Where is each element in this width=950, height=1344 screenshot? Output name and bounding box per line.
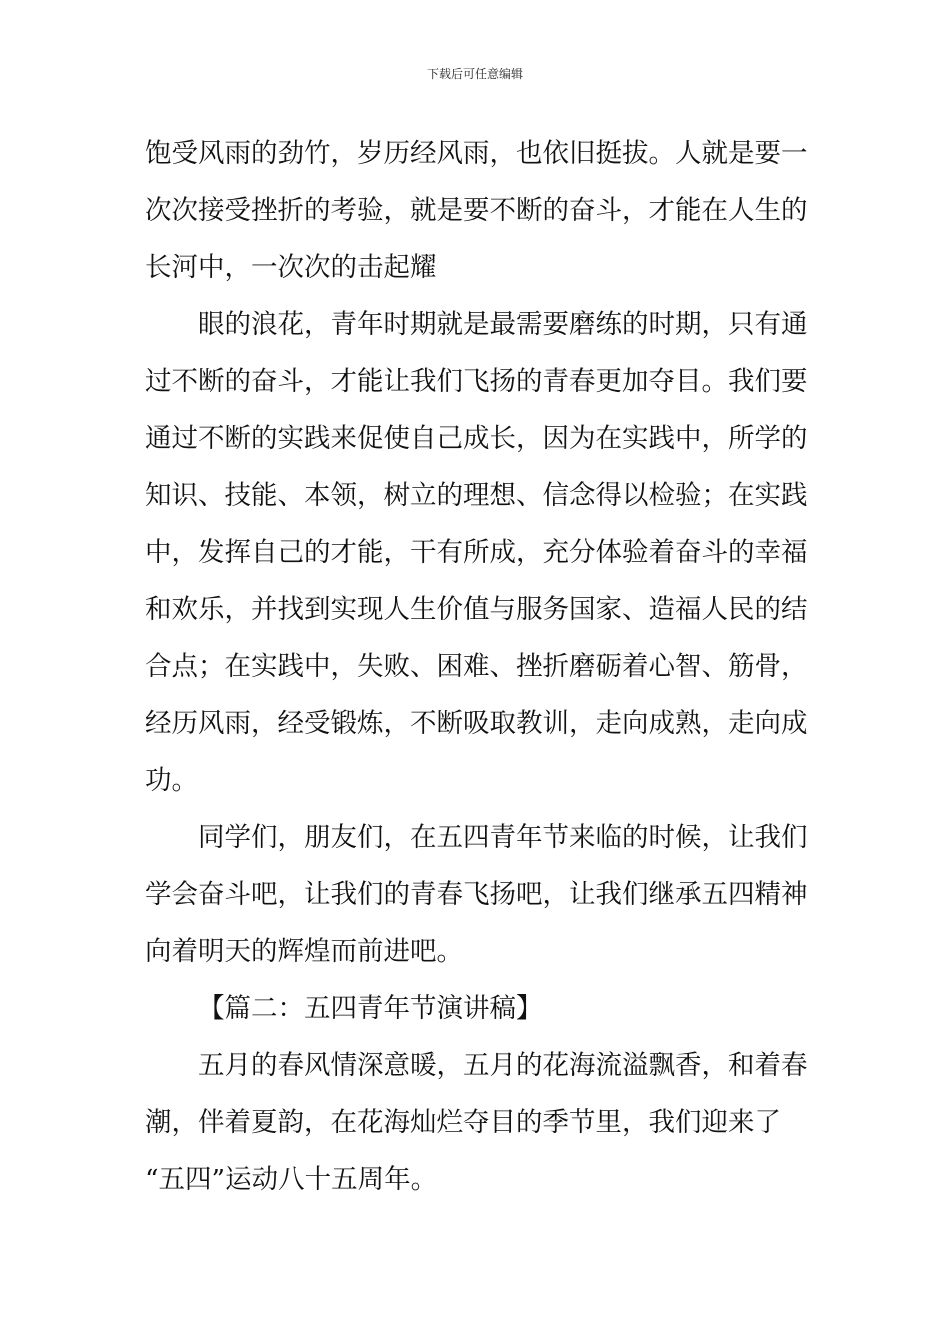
text-line: 通过不断的实践来促使自己成长，因为在实践中，所学的 [145,423,808,454]
section-heading [145,980,810,1037]
text-line: 经历风雨，经受锻炼，不断吸取教训，走向成熟，走向成 [145,708,808,739]
text-line: 次次接受挫折的考验，就是要不断的奋斗，才能在人生的 [145,195,808,226]
paragraph [145,1037,810,1208]
paragraph [145,809,810,980]
text-line: 长河中，一次次的击起耀 [145,252,437,283]
text-line: 合点；在实践中，失败、困难、挫折磨砺着心智、筋骨， [145,651,808,682]
text-line: 过不断的奋斗，才能让我们飞扬的青春更加夺目。我们要 [145,366,808,397]
header-note: 下载后可任意编辑 [426,67,523,81]
text-line: 同学们，朋友们，在五四青年节来临的时候，让我们 [198,822,808,853]
text-line: 向着明天的辉煌而前进吧。 [145,936,463,967]
text-line: 功。 [145,765,198,796]
text-line: “五四”运动八十五周年。 [145,1164,438,1195]
paragraph [145,296,810,809]
text-line: 五月的春风情深意暖，五月的花海流溢飘香，和着春 [198,1050,808,1081]
text-line: 学会奋斗吧，让我们的青春飞扬吧，让我们继承五四精神 [145,879,808,910]
text-line: 【篇二：五四青年节演讲稿】 [198,993,543,1024]
text-line: 知识、技能、本领，树立的理想、信念得以检验；在实践 [145,480,808,511]
text-line: 饱受风雨的劲竹，岁历经风雨，也依旧挺拔。人就是要一 [145,138,808,169]
paragraph [145,125,810,296]
document-body [145,125,810,1208]
text-line: 眼的浪花，青年时期就是最需要磨练的时期，只有通 [198,309,808,340]
text-line: 和欢乐，并找到实现人生价值与服务国家、造福人民的结 [145,594,808,625]
text-line: 潮，伴着夏韵，在花海灿烂夺目的季节里，我们迎来了 [145,1107,781,1138]
text-line: 中，发挥自己的才能，干有所成，充分体验着奋斗的幸福 [145,537,808,568]
